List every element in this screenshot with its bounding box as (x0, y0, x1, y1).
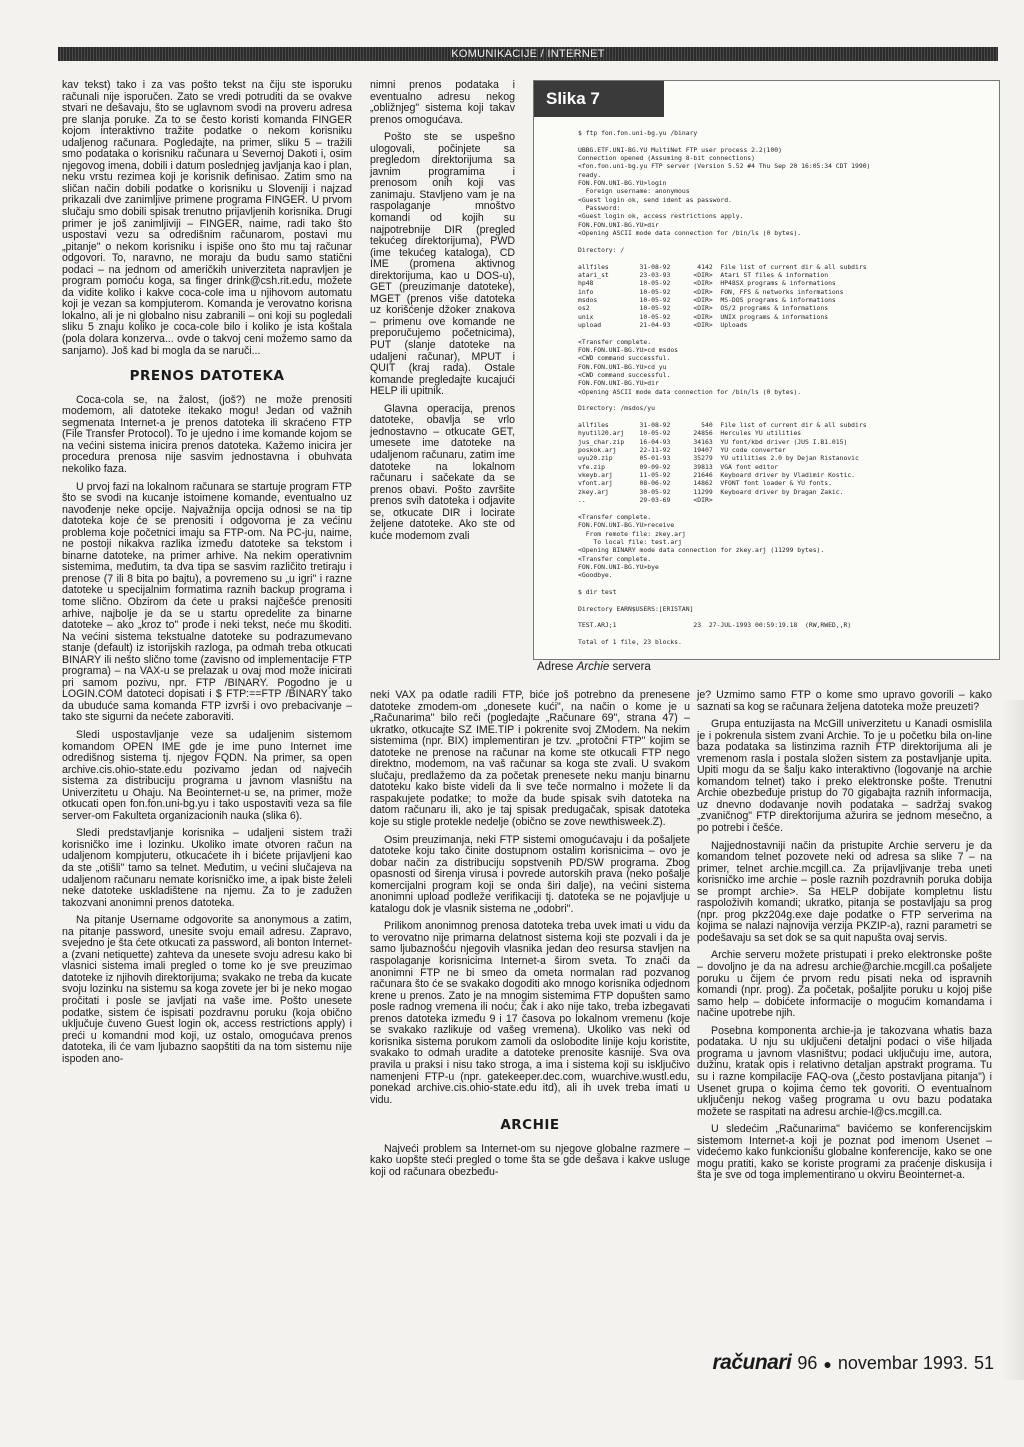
section-header-bar (58, 47, 998, 61)
article-column-2-lower (370, 690, 690, 1184)
article-column-3 (697, 690, 992, 1188)
paragraph: Najveći problem sa Internet-om su njegove globalne razmere – kako uopšte steći pregled o tome šta se gde dešava i kakve usluge koji od računara obezbeđu- (370, 1142, 690, 1178)
page-edge-shadow (1002, 700, 1024, 1380)
paragraph: Najjednostavniji način da pristupite Archie serveru je da komandom telnet pozovete neki od adresa sa slike 7 – na primer, telnet archie.mcgill.ca. Za prijavljivanje treba uneti korisničko ime archie – posle raznih pozdravnih poruka dobija se prompt archie>. Sa HELP dobijate kompletnu listu raspoloživih komandi; ukratko, pitanja se postavljaju sa prog (npr. prog pkz204g.exe daje podatke o FTP serverima na kojima se nalazi najnovija verzija PKZIP-a), razni parametri se podešavaju sa set dok se sa quit napušta ovaj servis. (697, 839, 992, 944)
paragraph: Grupa entuzijasta na McGill univerzitetu u Kanadi osmislila je i pokrenula sistem zvani Archie. To je u početku bila on-line baza podataka sa listinzima raznih FTP direktorijuma ali je vremenom rasla i postala složen sistem za postavljanje upita. Upiti mogu da se šalju kako interaktivno (logovanje na archie komandom telnet) tako i preko elektronske pošte. Trenutni Archie obezbeđuje pristup do 70 gigabajta raznih informacija, uz dnevno dodavanje novih podataka – sadržaj svakog „zvaničnog" FTP direktorijuma ažurira se jednom mesečno, a po potrebi i češće. (697, 718, 992, 835)
issue-date: novembar 1993. (837, 1353, 968, 1373)
issue-number: 96 (797, 1353, 818, 1373)
section-heading-archie: ARCHIE (500, 1117, 560, 1134)
paragraph: kav tekst) tako i za vas pošto tekst na čiju ste isporuku računali nije isporučen. Zato se vredi potruditi da se ovakve stvari ne dešavaju, što se uglavnom svodi na proveru adresa pre slanja poruke. Za to se često koristi komanda FINGER kojom interaktivno tražite podatke o nekom korisniku udaljenog računara. Pogledajte, na primer, sliku 5 – tražili smo podataka o korisniku računara u Severnoj Dakoti i, osim njegovog imena, dobili i datum poslednjeg javljanja kao i plan, neku vrstu rezimea koji je korisnik definisao. Zatim smo na sličan način dobili podatke o korisniku u Sloveniji i najzad prikazali dve zanimljive primene programa FINGER. U prvom slučaju smo dobili spisak trenutno prijavljenih korisnika. Drugi primer je još zanimljiviji – FINGER, naime, radi tako što uspostavi vezu sa odredišnim računarom, postavi mu „pitanje" o nekom korisniku i ispiše ono što mu taj računar odgovori. To, naravno, ne moraju da budu samo statični podaci – na jednom od američkih univerziteta napravljen je program pomoću koga, sa finger drink@csh.rit.edu, možete da vidite koliko i kakve coca-cole ima u njihovom automatu koji je vezan sa kompjuterom. Komanda je verovatno korisna lokalno, ali je ni globalno nisu zabranili – oni koji su pogledali sliku 5 znaju koliko je coca-cole bilo i koliko je ista koštala (pola dolara konzerva... ovde o takvoj ceni možemo samo da sanjamo). Još kad bi mogla da se naruči... (62, 79, 352, 357)
paragraph: Prilikom anonimnog prenosa datoteka treba uvek imati u vidu da to verovatno nije primarna delatnost sistema koji ste pozvali i da je samo ljubaznošću njegovih vlasnika jedan deo resursa stavljen na raspolaganje korisnicima Internet-a širom sveta. To znači da anonimni FTP ne bi smeo da ometa normalan rad pozvanog računara što će se svakako dogoditi ako mnogo korisnika odjednom krene u prenos. Zato je na mnogim sistemima FTP dopušten samo posle radnog vremena ili noću; čak i ako nije tako, treba izbegavati prenos datoteka između 9 i 17 časova po lokalnom vremenu (koje se svakako razlikuje od vašeg vremena). Ukoliko vas neki od korisnika sistema porukom zamoli da oslobodite linije koju koristite, svakako to odmah uradite a datoteke prenosite kasnije. Sva ova pravila u praksi i nisu tako stroga, a ima i sistema koji su isključivo namenjeni FTP-u (npr. gatekeeper.dec.com, wuarchive.wustl.edu, ponekad archive.cis.ohio-state.edu itd), ali ih uvek treba imati u vidu. (370, 920, 690, 1106)
paragraph: Glavna operacija, prenos datoteke, obavlja se vrlo jednostavno – otkucate GET, umesete ime datoteke na udaljenom računaru, zatim ime datoteke na lokalnom računaru i sačekate da se prenos obavi. Pošto završite prenos svih datoteka i odjavite se, otkucate DIR i locirate željene datoteke. Ako ste od kuće modemom zvali (370, 402, 515, 542)
figure-label: Slika 7 (534, 81, 664, 117)
paragraph: Posebna komponenta archie-ja je takozvana whatis baza podataka. U nju su uključeni detaljni podaci o više hiljada programa u javnom vlasništvu; podaci uključuju ime, autora, dužinu, kratak opis i relativno detaljan apstrakt programa. Tu su i razne kompilacije FAQ-ova („često postavljana pitanja") i Usenet grupa o kojima ćemo tek govoriti. O eventualnom uključenju nekog vašeg programa u ovu bazu podataka možete se raspitati na adresu archie-l@cs.mcgill.ca. (697, 1024, 992, 1118)
article-column-2 (370, 80, 515, 548)
paragraph: nimni prenos podataka i eventualno adresu nekog „obližnjeg" sistema koji takav prenos omogućava. (370, 79, 515, 126)
page-footer (713, 1351, 995, 1375)
figure-caption: Adrese Archie servera (537, 661, 651, 673)
page-number: 51 (973, 1353, 994, 1373)
section-header-title: KOMUNIKACIJE / INTERNET (451, 48, 605, 60)
magazine-brand: računari (712, 1351, 792, 1374)
paragraph: Pošto ste se uspešno ulogovali, počinjete sa pregledom direktorijuma sa javnim programima i prenosom onih koji vas zanimaju. Stavljeno vam je na raspolaganje mnoštvo komandi od kojih su najpotrebnije DIR (pregled tekućeg direktorijuma), PWD (ime tekućeg kataloga), CD IME (promena aktivnog direktorijuma, kao u DOS-u), GET (preuzimanje datoteke), MGET (prenos više datoteka uz korišćenje džoker znakova – primenu ove komande ne preporučujemo početnicima), PUT (slanje datoteke na udaljeni računar), MPUT i QUIT (kraj rada). Ostale komande pregledajte kucajući HELP ili upitnik. (370, 131, 515, 398)
section-heading-prenos-datoteka: PRENOS DATOTEKA (129, 368, 285, 385)
paragraph: Sledi uspostavljanje veze sa udaljenim sistemom komandom OPEN IME gde je ime puno Internet ime odredišnog sistema tj. njegov FQDN. Na primer, sa open archive.cis.ohio-state.edu pozivamo jedan od najvećih sistema za distribuciju programa u javnom vlasništu na Univerzitetu u Ohaju. Na Beointernet-u se, na primer, može otkucati open fon.fon.uni-bg.yu i tako uspostaviti veza sa file server-om Fakulteta organizacionih nauka (slika 6). (62, 728, 352, 822)
paragraph: Sledi predstavljanje korisnika – udaljeni sistem traži korisničko ime i lozinku. Ukoliko imate otvoren račun na udaljenom kompjuteru, otkucaćete ih i bićete prijavljeni kao da ste „otišli" tamo sa telnet. Međutim, u većini slučajeva na udaljenom računaru nemate korisničko ime, a ipak biste želeli neke datoteke uskladištene na njemu. Za to je zadužen takozvani anonimni prenos datoteka. (62, 827, 352, 909)
paragraph: U sledećim „Računarima" bavićemo se konferencijskim sistemom Internet-a koji je poznat pod imenom Usenet – videćemo kako funkcionišu globalne konferencije, kako se one mogu pratiti, kako se koriste programi za praćenje diskusija i šta je sve od toga implementirano u okviru Beointernet-a. (697, 1123, 992, 1182)
paragraph: Archie serveru možete pristupati i preko elektronske pošte – dovoljno je da na adresu archie@archie.mcgill.ca pošaljete poruku u čijem će prvom redu pisati neka od ispravnih komandi (npr. prog). Za početak, pošaljite poruku u kojoj piše samo help – dobićete informacije o mogućim komandama i načine upotrebe njih. (697, 949, 992, 1020)
paragraph: Na pitanje Username odgovorite sa anonymous a zatim, na pitanje password, unesite svoju email adresu. Zapravo, svejedno je šta ćete otkucati za password, ali bonton Internet-a (zvani netiquette) zahteva da unesete svoju adresu kako bi vlasnici sistema imali pregled o tome ko je sve preuzimao datoteke iz njihovih direktorijuma; svakako ne treba da kucate svoju lozinku na sistemu sa koga zovete jer bi je neko mogao pročitati i posle se javljati na vaše ime. Pošto unesete podatke, sistem će ispisati pozdravnu poruku (koja obično uključuje čuveno Guest login ok, access restrictions apply) i preći u komandni mod koji, uz ostalo, omogućava prenos datoteka, ili će vam ljubazno saopštiti da na tom sistemu nije ispoden ano- (62, 914, 352, 1065)
paragraph: je? Uzmimo samo FTP o kome smo upravo govorili – kako saznati sa kog se računara željena datoteka može preuzeti? (697, 689, 992, 713)
paragraph: Osim preuzimanja, neki FTP sistemi omogućavaju i da pošaljete datoteke koju tako činite dostupnom ostalim korisnicima – ovo je dobar način za distribuciju sopstvenih PD/SW programa. Zbog opasnosti od širenja virusa i povrede autorskih prava (neko pošalje komercijalni program koji se onda širi dalje), na većini sistema anonimni upload podleže verifikaciji tj. datoteka se ne pojavljuje u katalogu dok je vlasnik sistema ne „odobri". (370, 833, 690, 915)
ftp-session-transcript: $ ftp fon.fon.uni-bg.yu /binary UBBG.ETF.UNI-BG.YU MultiNet FTP user process 2.2(100) Connection opened (Assuming 8-bit connections) <fon.fon.uni-bg.yu FTP server (Version 5.52 #4 Thu Sep 20 16:05:34 CDT 1990) ready. FON.FON.UNI-BG.YU>login Foreign username: anonymous <Guest login ok, send ident as password. Password: <Guest login ok, access restrictions apply. FON.FON.UNI-BG.YU>dir <Opening ASCII mode data connection for /bin/ls (0 bytes). Directory: / allfiles 31-08-92 4142 File list of current dir & all subdirs atari_st 23-03-93 <DIR> Atari ST files & information hp48 10-05-92 <DIR> HP48SX programs & informations info 10-05-92 <DIR> FON, FFS & networks informations msdos 10-05-92 <DIR> MS-DOS programs & informations os2 10-05-92 <DIR> OS/2 programs & informations unix 10-05-92 <DIR> UNIX programs & informations upload 21-04-93 <DIR> Uploads <Transfer complete. FON.FON.UNI-BG.YU>cd msdos <CWD command successful. FON.FON.UNI-BG.YU>cd yu <CWD command successful. FON.FON.UNI-BG.YU>dir <Opening ASCII mode data connection for /bin/ls (0 bytes). Directory: /msdos/yu allfiles 31-08-92 540 File list of current dir & all subdirs hyutil20.arj 10-05-92 24856 Hercules YU utilities jus_char.zip 16-04-93 34163 YU font/kbd driver (JUS I.B1.015) poskok.arj 22-11-92 19407 YU code converter uyu20.zip 05-01-93 35279 YU utilities 2.0 by Dejan Ristanovic vfe.zip 09-09-92 39813 VGA font editor vkeyb.arj 11-05-92 21646 Keyboard driver by Vladimir Kostic. vfont.arj 08-06-92 14862 VFONT font loader & YU fonts. zkey.arj 30-05-92 11299 Keyboard driver by Dragan Zakic. .. 29-03-69 <DIR> <Transfer complete. FON.FON.UNI-BG.YU>receive From remote file: zkey.arj To local file: test.arj <Opening BINARY mode data connection for zkey.arj (11299 bytes). <Transfer complete. FON.FON.UNI-BG.YU>bye <Goodbye. $ dir test Directory EARN$USERS:[ERISTAN] TEST.ARJ;1 23 27-JUL-1993 00:59:19.18 (RW,RWED,,R) Total of 1 file, 23 blocks. (578, 129, 871, 646)
paragraph: U prvoj fazi na lokalnom računara se startuje program FTP što se svodi na kucanje istoimene komande, eventualno uz navođenje neke opcije. Najvažnija opcija odnosi se na tip datoteka koje će se prenositi i odgovorna je za većinu problema koje početnici imaju sa FTP-om. Na PC-ju, naime, ne postoji nikakva razlika između datoteke sa tekstom i binarne datoteke, na primer arhive. Na nekim operativnim sistemima, međutim, ta dva tipa se sasvim različito tretiraju i prenose (7 ili 8 bita po bajtu), a povremeno su „u igri" i razne datoteke u specijalnim formatima raznih backup programa i tome slično. Obzirom da ćete u praksi najčešće prenositi arhive, najbolje je da se u startu opredelite za binarne datoteke – ako „kroz to" prođe i neki tekst, neće mu škoditi. Na većini sistema tekstualne datoteke su podrazumevano stanje (default) iz istorijskih razloga, pa odmah treba otkucati BINARY ili nešto slično tome (zavisno od implementacije FTP programa) – na VAX-u se prelazak u ovaj mod može inicirati pri samom pozivu, npr. FTP /BINARY. Pogodno je u LOGIN.COM datoteci dopisati i $ FTP:==FTP /BINARY tako da ubuduće sama komanda FTP izvrši i ovo prebacivanje – tako ste sigurni da nećete zaboraviti. (62, 480, 352, 724)
footer-separator: ● (823, 1356, 832, 1372)
article-column-1 (62, 80, 352, 1071)
paragraph: neki VAX pa odatle radili FTP, biće još potrebno da prenesene datoteke zmodem-om „donesete kući", na način o kome je u „Računarima" bilo reči (pogledajte „Računare 69", strana 47) – ukratko, otkucajte SZ IME.TIP i pokrenite svoj ZModem. Na nekim sistemima (npr. BIX) implementiran je tzv. „protočni FTP" kojim se datoteke ne prenose na računar na kome ste otkucali FTP nego direktno, modemom, na vaš računar sa koga ste zvali. U svakom slučaju, predlažemo da za početak prenesete neku manju binarnu datoteku kako biste videli da li sve teče normalno i možete li da raspakujete podatke; to može da bude spisak svih datoteka na datom računaru ili, ako je taj spisak predugačak, spisak datoteka koje su stigle protekle nedelje (obično se zove newthisweek.Z). (370, 689, 690, 829)
paragraph: Coca-cola se, na žalost, (još?) ne može prenositi modemom, ali datoteke itekako mogu! Jedan od važnih segmenata Internet-a je prenos datoteka ili skraćeno FTP (File Transfer Protocol). To je ujedno i ime komande kojom se na većini sistema inicira prenos datoteka. Kažemo inicira jer procedura prenosa nije sasvim jednostavna i obuhvata nekoliko faza. (62, 393, 352, 475)
figure-slika-7 (533, 80, 1000, 660)
